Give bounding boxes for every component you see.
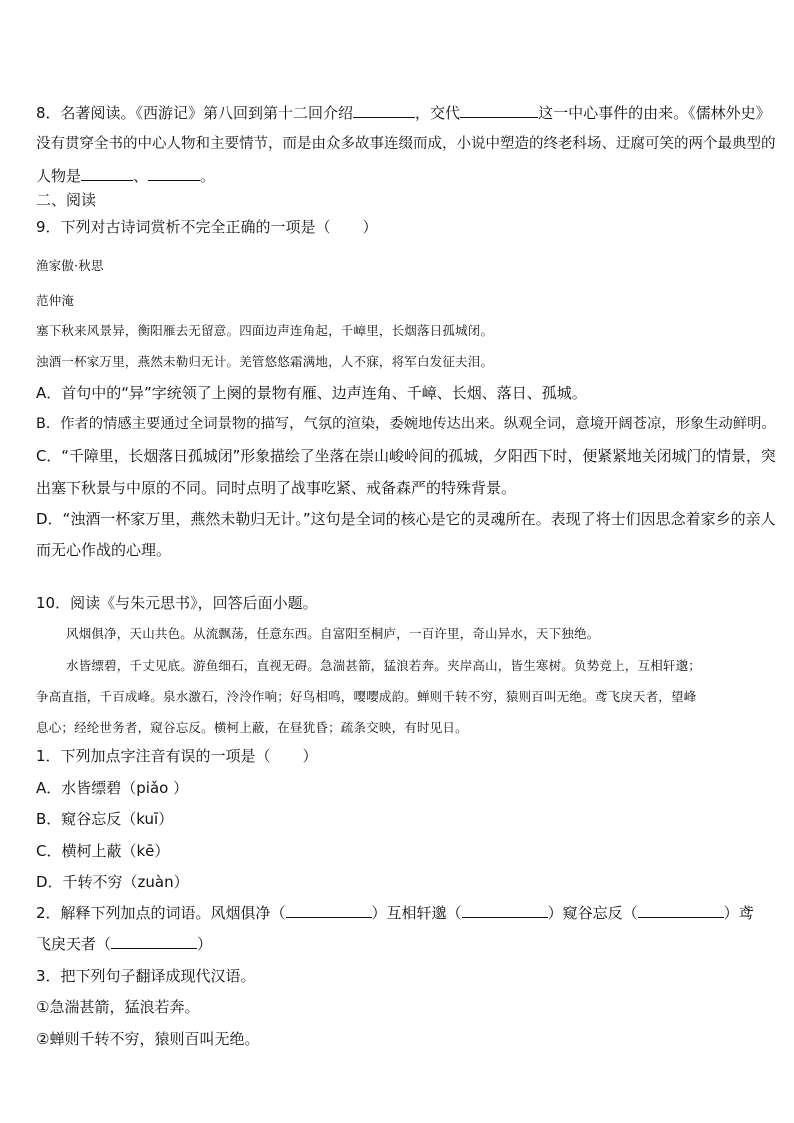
q9-stem	[36, 217, 378, 237]
answer-blank[interactable]	[462, 903, 548, 918]
q9-stem-text: ）	[362, 218, 378, 236]
section-heading: 二、阅读	[36, 191, 97, 209]
q10-sub3-item: ②蝉则千转不穷，猿则百叫无绝。	[36, 1030, 260, 1048]
q8-line-1	[36, 103, 771, 123]
q10-sub1-option-d: D．千转不穷（zuàn）	[36, 873, 189, 891]
q10-sub1-option-a: A．水皆缥碧（piǎo ）	[36, 779, 189, 797]
q10-sub2-line-2	[36, 934, 212, 954]
q10-sub1-stem	[36, 746, 318, 766]
passage-line: 争高直指，千百成峰。泉水激石，泠泠作响；好鸟相鸣，嘤嘤成韵。蝉则千转不穷，猿则百叫无绝。鸢飞戾天者，望峰	[36, 689, 697, 704]
answer-blank[interactable]	[638, 903, 724, 918]
answer-blank[interactable]	[286, 903, 372, 918]
q8-text: 这一中心事件的由来。《儒林外史》	[538, 104, 771, 122]
q10-sub3-item: ①急湍甚箭，猛浪若奔。	[36, 998, 200, 1016]
q9-option-b: B．作者的情感主要通过全词景物的描写，气氛的渲染，委婉地传达出来。纵观全词，意境开阔苍凉，形象生动鲜明。	[36, 416, 776, 432]
q8-text: 人物是	[36, 167, 82, 185]
q9-option-c-cont: 出塞下秋景与中原的不同。同时点明了战事吃紧、戒备森严的特殊背景。	[36, 479, 517, 497]
q10-sub2-line-1	[36, 903, 754, 923]
poem-title: 渔家傲·秋思	[36, 258, 104, 273]
q8-text: 、	[133, 167, 149, 185]
poem-line: 浊酒一杯家万里，燕然未勒归无计。羌管悠悠霜满地，人不寐，将军白发征夫泪。	[36, 354, 494, 369]
q8-text: 。	[200, 167, 216, 185]
q10-sub3-stem: 3．把下列句子翻译成现代汉语。	[36, 967, 256, 985]
passage-line: 水皆缥碧，千丈见底。游鱼细石，直视无碍。急湍甚箭，猛浪若奔。夹岸高山，皆生寒树。负势竞上，互相轩邈；	[66, 658, 702, 673]
answer-blank[interactable]	[353, 103, 415, 118]
q9-stem-text: 9．下列对古诗词赏析不完全正确的一项是（	[36, 218, 331, 236]
q10-sub1-option-b: B．窥谷忘反（kuī）	[36, 810, 174, 828]
q9-option-d: D．“浊酒一杯家万里，燕然未勒归无计。”这句是全词的核心是它的灵魂所在。表现了将士们因思念着家乡的亲人	[36, 510, 776, 528]
poem-author: 范仲淹	[36, 293, 75, 308]
passage-line: 息心；经纶世务者，窥谷忘反。横柯上蔽，在昼犹昏；疏条交映，有时见日。	[36, 720, 468, 735]
q10-sub2-text: ）互相轩邈（	[371, 904, 462, 922]
q10-sub2-text: ）窥谷忘反（	[547, 904, 638, 922]
q8-text: 8．名著阅读。《西游记》第八回到第十二回介绍	[36, 104, 354, 122]
q8-line-3	[36, 166, 215, 186]
q10-stem: 10．阅读《与朱元思书》，回答后面小题。	[36, 594, 318, 612]
q10-sub2-text: 2．解释下列加点的词语。风烟俱净（	[36, 904, 286, 922]
q9-option-a: A．首句中的“异”字统领了上阕的景物有雁、边声连角、千嶂、长烟、落日、孤城。	[36, 384, 587, 402]
poem-line: 塞下秋来风景异，衡阳雁去无留意。四面边声连角起，千嶂里，长烟落日孤城闭。	[36, 323, 494, 338]
q9-option-d-cont: 而无心作战的心理。	[36, 541, 172, 559]
answer-blank[interactable]	[81, 166, 133, 181]
q8-text: ，交代	[415, 104, 461, 122]
q10-sub1-text: ）	[302, 747, 318, 765]
q10-sub2-text: ）	[197, 935, 213, 953]
q10-sub1-text: 1．下列加点字注音有误的一项是（	[36, 747, 271, 765]
passage-line: 风烟俱净，天山共色。从流飘荡，任意东西。自富阳至桐庐，一百许里，奇山异水，天下独绝。	[66, 626, 600, 641]
q10-sub2-text: ）鸢	[723, 904, 754, 922]
q8-line-2: 没有贯穿全书的中心人物和主要情节，而是由众多故事连缀而成，小说中塑造的终老科场、迂腐可笑的两个最典型的	[36, 136, 776, 152]
answer-blank[interactable]	[460, 103, 538, 118]
q10-sub1-option-c: C．横柯上蔽（kē）	[36, 842, 170, 860]
answer-blank[interactable]	[111, 934, 197, 949]
q10-sub2-text: 飞戾天者（	[36, 935, 112, 953]
q9-option-c: C．“千障里，长烟落日孤城闭”形象描绘了坐落在崇山峻岭间的孤城，夕阳西下时，便紧紧地关闭城门的情景，突	[36, 447, 776, 465]
answer-blank[interactable]	[148, 166, 200, 181]
